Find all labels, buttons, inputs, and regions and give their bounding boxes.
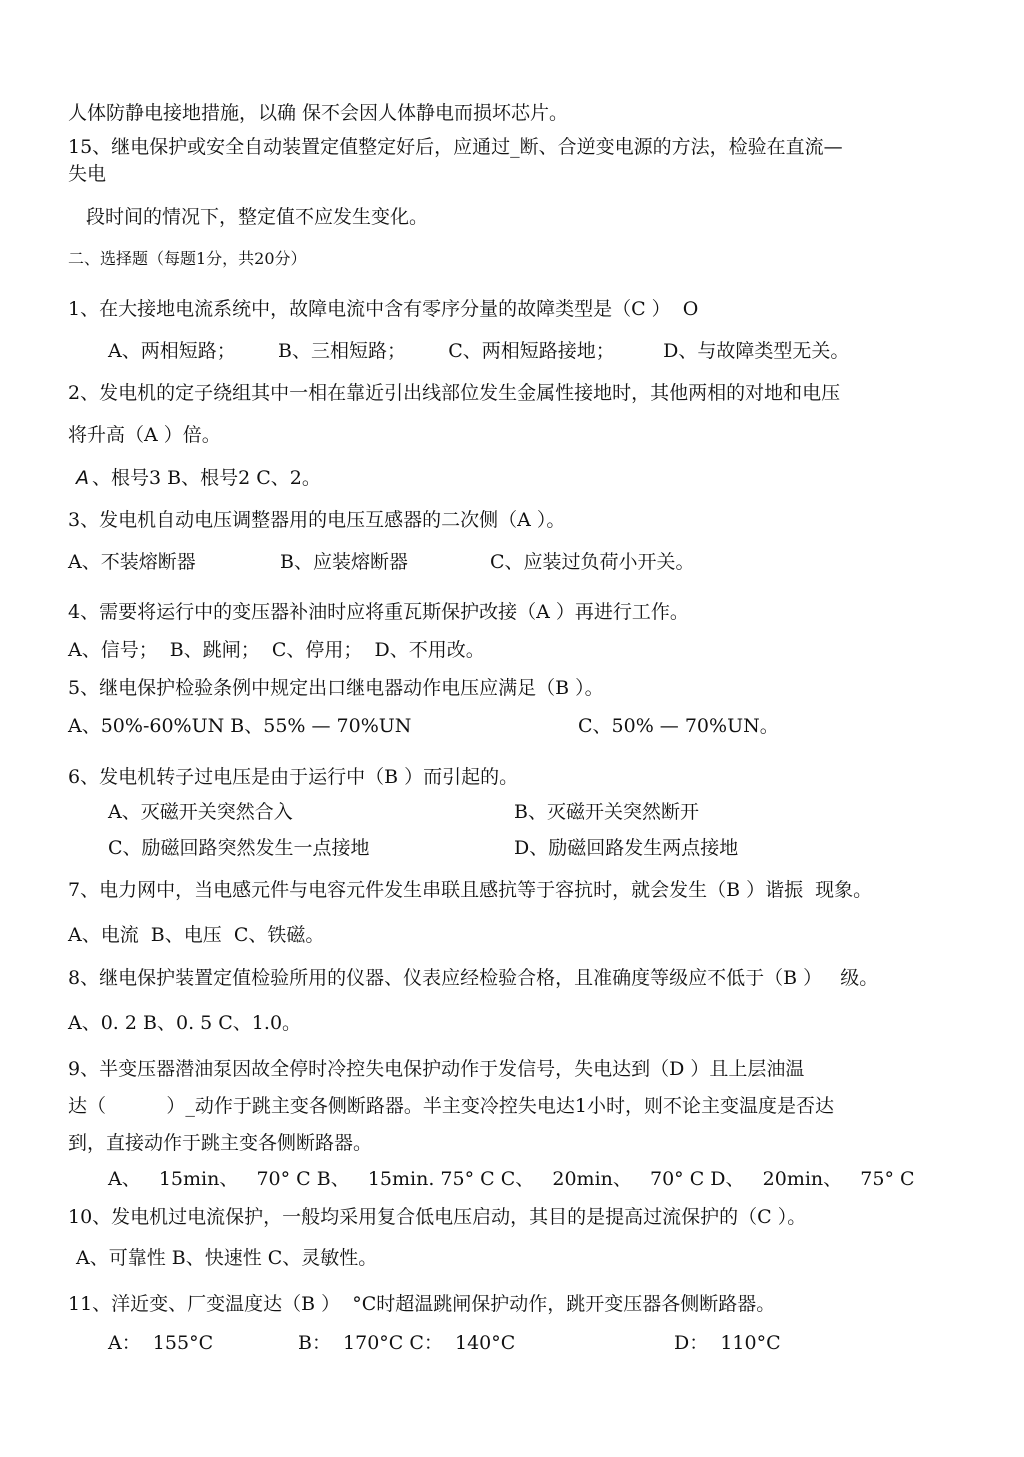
question-2: 2、发电机的定子绕组其中一相在靠近引出线部位发生金属性接地时，其他两相的对地和电压 bbox=[68, 382, 841, 404]
question-8-options: A、0. 2 B、0. 5 C、1.0。 bbox=[68, 1012, 302, 1034]
option-d: D、励磁回路发生两点接地 bbox=[514, 837, 739, 859]
option-d: D： 110°C bbox=[674, 1332, 781, 1354]
option-bc: B： 170°C C： 140°C bbox=[298, 1332, 516, 1354]
option-ab: A、50%-60%UN B、55% — 70%UN bbox=[68, 715, 412, 737]
question-9-options: A、 15min、 70° C B、 15min. 75° C C、 20min、 70° C D、 20min、 75° C bbox=[108, 1168, 915, 1190]
question-6: 6、发电机转子过电压是由于运行中（B ）而引起的。 bbox=[68, 766, 519, 788]
question-8: 8、继电保护装置定值检验所用的仪器、仪表应经检验合格，且准确度等级应不低于（B ） 级。 bbox=[68, 967, 879, 989]
question-4-options: A、信号； B、跳闸； C、停用； D、不用改。 bbox=[68, 639, 485, 661]
option-a: A、不装熔断器 bbox=[68, 551, 196, 573]
question-7: 7、电力网中，当电感元件与电容元件发生串联且感抗等于容抗时，就会发生（B ）谐振 现象。 bbox=[68, 879, 873, 901]
question-5: 5、继电保护检验条例中规定出口继电器动作电压应满足（B ）。 bbox=[68, 677, 604, 699]
option-label: A bbox=[76, 467, 89, 489]
option-c: C、应装过负荷小开关。 bbox=[490, 551, 695, 573]
question-10-options: A、可靠性 B、快速性 C、灵敏性。 bbox=[76, 1247, 378, 1269]
option-b: B、应装熔断器 bbox=[280, 551, 408, 573]
text-line: 到，直接动作于跳主变各侧断路器。 bbox=[68, 1132, 373, 1154]
question-9: 9、半变压器潜油泵因故全停时冷控失电保护动作于发信号，失电达到（D ）且上层油温 bbox=[68, 1058, 805, 1080]
text-line: 失电 bbox=[68, 163, 107, 185]
question-3: 3、发电机自动电压调整器用的电压互感器的二次侧（A ）。 bbox=[68, 509, 566, 531]
question-2-options: 、根号3 B、根号2 C、2。 bbox=[92, 467, 321, 489]
option-a: A： 155°C bbox=[108, 1332, 214, 1354]
question-11: 11、洋近变、厂变温度达（B ） °C时超温跳闸保护动作，跳开变压器各侧断路器。 bbox=[68, 1293, 776, 1315]
question-1: 1、在大接地电流系统中，故障电流中含有零序分量的故障类型是（C ） O bbox=[68, 298, 699, 320]
option-c: C、50% — 70%UN。 bbox=[578, 715, 779, 737]
text-line: 段时间的情况下，整定值不应发生变化。 bbox=[86, 206, 429, 228]
question-4: 4、需要将运行中的变压器补油时应将重瓦斯保护改接（A ）再进行工作。 bbox=[68, 601, 689, 623]
question-1-options: A、两相短路； B、三相短路； C、两相短路接地； D、与故障类型无关。 bbox=[108, 340, 850, 362]
text-line: 达（ ）_动作于跳主变各侧断路器。半主变冷控失电达1小时，则不论主变温度是否达 bbox=[68, 1095, 834, 1117]
option-a: A、灭磁开关突然合入 bbox=[108, 801, 293, 823]
option-c: C、励磁回路突然发生一点接地 bbox=[108, 837, 370, 859]
question-10: 10、发电机过电流保护，一般均采用复合低电压启动，其目的是提高过流保护的（C ）。 bbox=[68, 1206, 807, 1228]
text-line: 人体防静电接地措施，以确 保不会因人体静电而损坏芯片。 bbox=[68, 102, 569, 124]
section-heading: 二、选择题（每题1分，共20分） bbox=[68, 249, 307, 268]
text-line: 将升高（A ）倍。 bbox=[68, 424, 221, 446]
text-line: 15、继电保护或安全自动装置定值整定好后，应通过_断、合逆变电源的方法，检验在直流— bbox=[68, 136, 843, 158]
option-b: B、灭磁开关突然断开 bbox=[514, 801, 699, 823]
question-7-options: A、电流 B、电压 C、铁磁。 bbox=[68, 924, 325, 946]
